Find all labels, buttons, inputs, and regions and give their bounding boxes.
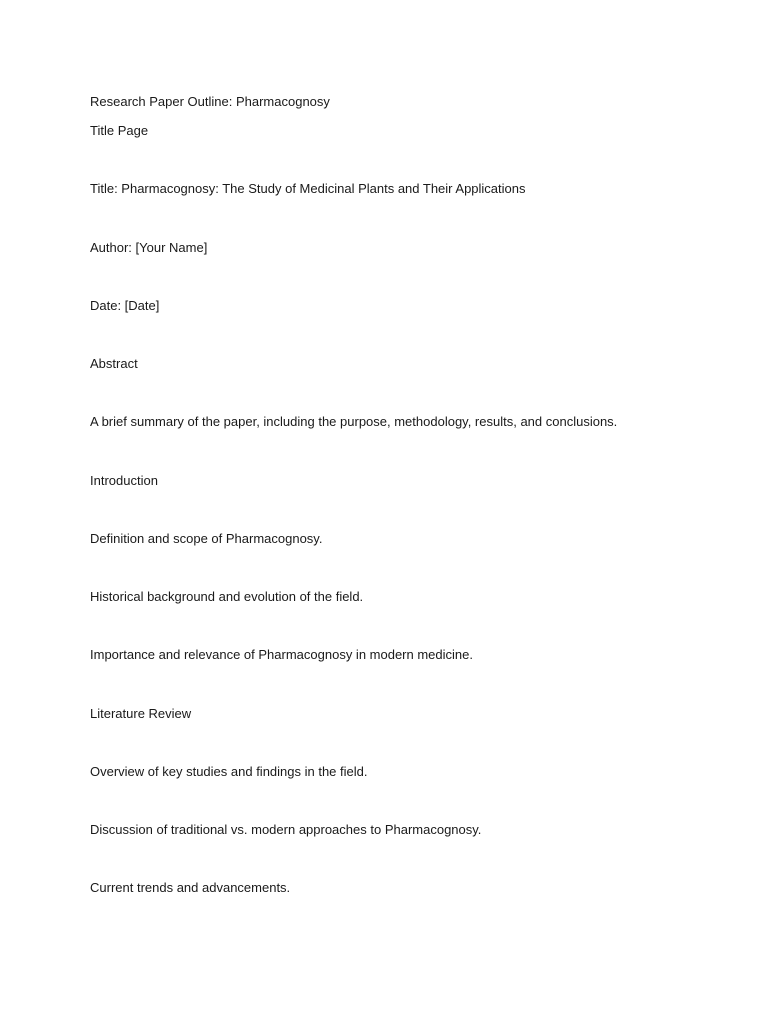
paper-title: Title: Pharmacognosy: The Study of Medicinal Plants and Their Applications (90, 181, 526, 196)
abstract-label: Abstract (90, 356, 138, 371)
literature-review-label: Literature Review (90, 706, 192, 721)
title-page-label: Title Page (90, 123, 149, 138)
literature-review-item: Discussion of traditional vs. modern approaches to Pharmacognosy. (90, 822, 482, 837)
introduction-item: Definition and scope of Pharmacognosy. (90, 531, 323, 546)
introduction-item: Importance and relevance of Pharmacognosy in modern medicine. (90, 647, 473, 662)
date-line: Date: [Date] (90, 298, 160, 313)
document-heading: Research Paper Outline: Pharmacognosy (90, 94, 330, 109)
literature-review-item: Current trends and advancements. (90, 880, 291, 895)
introduction-label: Introduction (90, 473, 158, 488)
introduction-item: Historical background and evolution of the field. (90, 589, 364, 604)
literature-review-item: Overview of key studies and findings in the field. (90, 764, 368, 779)
author-line: Author: [Your Name] (90, 240, 208, 255)
abstract-text: A brief summary of the paper, including the purpose, methodology, results, and conclusions. (90, 414, 618, 429)
